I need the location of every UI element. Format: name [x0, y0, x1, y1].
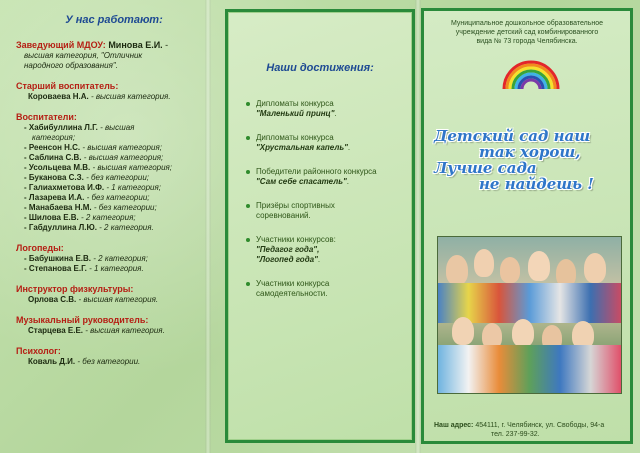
list-item: - Лазарева И.А. - без категории;	[24, 193, 150, 202]
list-item: - Усольцева М.В. - высшая категория;	[24, 163, 173, 172]
list-item: Участники конкурса самодеятельности.	[246, 279, 412, 299]
list-item: - Степанова Е.Г. - 1 категория.	[24, 264, 144, 273]
list-item: - Хабибуллина Л.Г. - высшая	[24, 123, 135, 132]
address: Наш адрес: 454111, г. Челябинск, ул. Свободы, 94-а тел. 237-99-32.	[434, 421, 624, 439]
staff-heading: У нас работают:	[65, 14, 163, 26]
list-item: Дипломаты конкурса "Хрустальная капель".	[246, 133, 412, 153]
achievements-panel	[225, 9, 415, 443]
psych-title: Психолог:	[16, 346, 61, 356]
head-title: Заведующий МДОУ: Минова Е.И. -	[16, 40, 169, 50]
list-item: - Реенсон Н.С. - высшая категория;	[24, 143, 162, 152]
list-item: - Бабушкина Е.В. - 2 категория;	[24, 254, 148, 263]
head-name: Минова Е.И.	[108, 40, 163, 50]
achievements-list	[228, 99, 412, 299]
list-item: - Габдуллина Л.Ю. - 2 категория.	[24, 223, 154, 232]
pe-title: Инструктор физкультуры:	[16, 284, 134, 294]
list-item: Дипломаты конкурса "Маленький принц".	[246, 99, 412, 119]
list-item: Участники конкурсов: "Педагог года", "Логопед года".	[246, 235, 412, 265]
org-name: Муниципальное дошкольное образовательное учреждение детский сад комбинированного вида № 73 города Челябинска.	[450, 20, 604, 45]
speech-title: Логопеды:	[16, 243, 64, 253]
list-item: - Буканова С.З. - без категории;	[24, 173, 149, 182]
music-row: Старцева Е.Е. - высшая категория.	[28, 326, 165, 335]
achievements-title: Наши достижения:	[266, 62, 374, 74]
head-rank: высшая категория, "Отличник	[24, 51, 143, 60]
pe-row: Орлова С.В. - высшая категория.	[28, 295, 159, 304]
rainbow-icon	[501, 57, 561, 91]
educators-title: Воспитатели:	[16, 112, 77, 122]
educators-list	[16, 123, 212, 233]
psych-row: Коваль Д.И. - без категории.	[28, 357, 141, 366]
list-item: - Саблина С.В. - высшая категория;	[24, 153, 164, 162]
list-item: Победители районного конкурса "Сам себе спасатель".	[246, 167, 412, 187]
senior-row: Короваева Н.А. - высшая категория.	[28, 92, 171, 101]
head-rank-2: народного образования".	[24, 61, 118, 70]
list-item: - Галиахметова И.Ф. - 1 категория;	[24, 183, 161, 192]
staff-column	[16, 8, 212, 367]
list-item: - Манабаева Н.М. - без категории;	[24, 203, 157, 212]
children-photo	[437, 236, 622, 394]
senior-title: Старший воспитатель:	[16, 81, 119, 91]
list-item: Призёры спортивных соревнований.	[246, 201, 412, 221]
cover-panel	[421, 8, 633, 444]
list-item: категория;	[32, 133, 76, 142]
list-item: - Шилова Е.В. - 2 категория;	[24, 213, 136, 222]
music-title: Музыкальный руководитель:	[16, 315, 149, 325]
slogan: Детский сад наш так хорош, Лучше сада не найдешь !	[434, 127, 594, 193]
phone: тел. 237-99-32.	[491, 431, 540, 438]
